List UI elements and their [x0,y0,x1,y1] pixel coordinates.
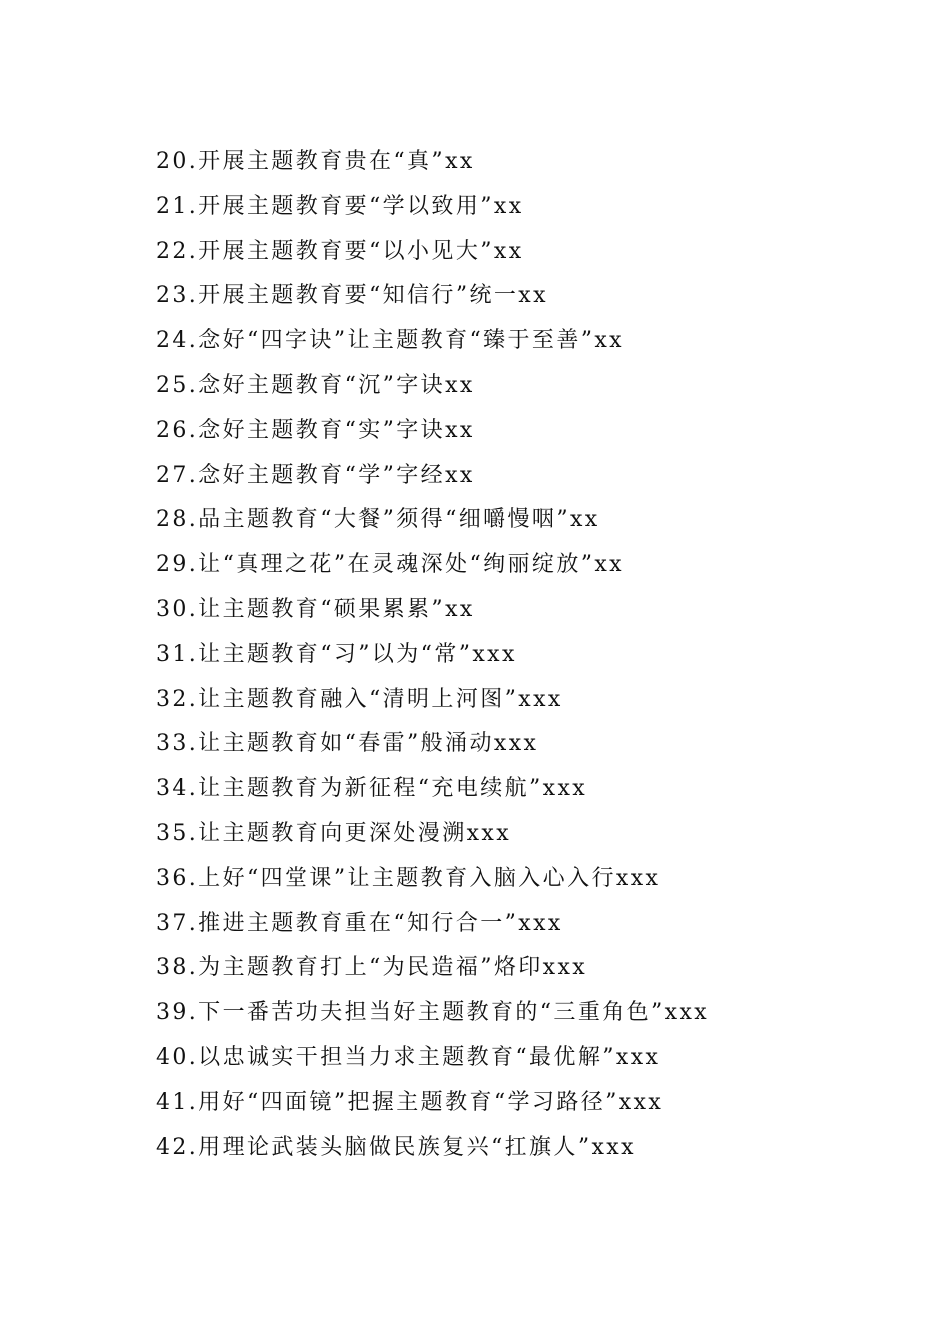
list-item: 33.让主题教育如“春雷”般涌动xxx [156,731,539,757]
list-item: 37.推进主题教育重在“知行合一”xxx [156,910,563,936]
list-item: 22.开展主题教育要“以小见大”xx [156,238,524,264]
title-list [156,140,896,1170]
list-item: 29.让“真理之花”在灵魂深处“绚丽绽放”xx [156,552,624,578]
list-item: 20.开展主题教育贵在“真”xx [156,149,475,174]
list-item: 41.用好“四面镜”把握主题教育“学习路径”xxx [156,1089,664,1115]
list-item: 36.上好“四堂课”让主题教育入脑入心入行xxx [156,865,661,891]
list-item: 27.念好主题教育“学”字经xx [156,462,475,488]
list-item: 24.念好“四字诀”让主题教育“臻于至善”xx [156,328,624,354]
list-item: 23.开展主题教育要“知信行”统一xx [156,283,548,309]
list-item: 39.下一番苦功夫担当好主题教育的“三重角色”xxx [156,1000,710,1026]
list-item: 32.让主题教育融入“清明上河图”xxx [156,686,563,712]
list-item: 42.用理论武装头脑做民族复兴“扛旗人”xxx [156,1134,636,1160]
list-item: 34.让主题教育为新征程“充电续航”xxx [156,776,588,802]
list-item: 38.为主题教育打上“为民造福”烙印xxx [156,955,588,981]
list-item: 40.以忠诚实干担当力求主题教育“最优解”xxx [156,1044,661,1070]
list-item: 21.开展主题教育要“学以致用”xx [156,193,524,219]
list-item: 35.让主题教育向更深处漫溯xxx [156,820,512,846]
list-item: 26.念好主题教育“实”字诀xx [156,417,475,443]
list-item: 25.念好主题教育“沉”字诀xx [156,372,475,398]
list-item: 28.品主题教育“大餐”须得“细嚼慢咽”xx [156,507,600,533]
list-item: 30.让主题教育“硕果累累”xx [156,596,475,622]
list-item: 31.让主题教育“习”以为“常”xxx [156,641,517,667]
